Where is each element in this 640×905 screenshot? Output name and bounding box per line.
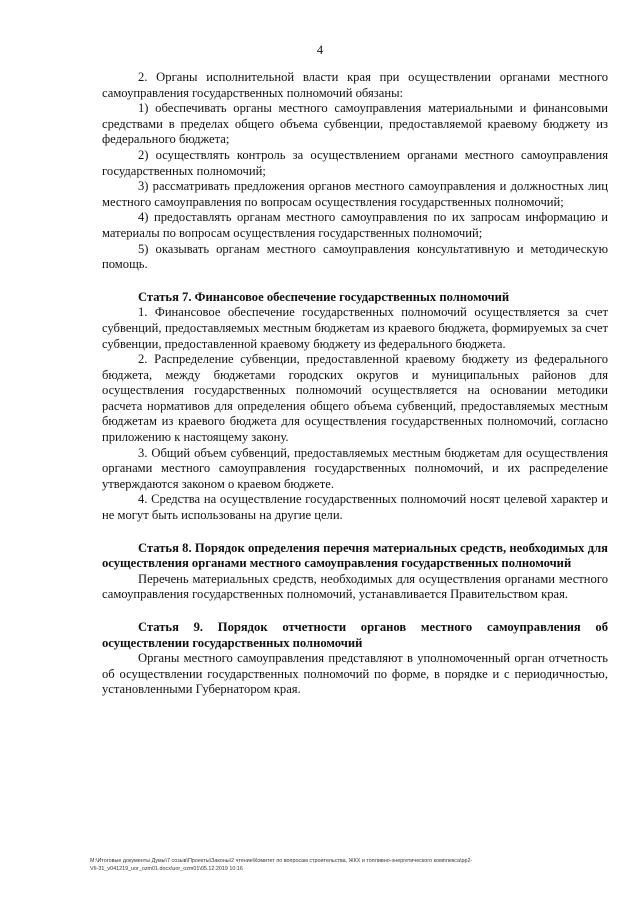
section-spacer	[102, 524, 608, 541]
article-7-heading: Статья 7. Финансовое обеспечение государственных полномочий	[138, 289, 510, 304]
para-2-item-2: 2) осуществлять контроль за осуществлением органами местного самоуправления государственных полномочий;	[102, 147, 608, 178]
para-2-item-4: 4) предоставлять органам местного самоуправления по их запросам информацию и материалы по вопросам осуществления государственных полномочий;	[102, 210, 608, 240]
footer-line-2: VII-31_v041219_uor_ozm01.docx\uor_ozm01\05.12.2019 10:16	[90, 866, 243, 872]
file-path-footer	[90, 857, 610, 873]
para-2-item-1: 1) обеспечивать органы местного самоуправления материальными и финансовыми средствами в пределах общего объема субвенции, предоставляемой краевому бюджету из федерального бюджета;	[102, 101, 608, 147]
para-2-item-3: 3) рассматривать предложения органов местного самоуправления и должностных лиц местного самоуправления по вопросам осуществления государственных полномочий;	[102, 179, 608, 209]
section-spacer	[102, 273, 608, 290]
article-9-para-1: Органы местного самоуправления представляют в уполномоченный орган отчетность об осуществлении государственных полномочий по форме, в порядке и с периодичностью, установленными Губернатором края.	[102, 651, 608, 697]
para-2-item-5: 5) оказывать органам местного самоуправления консультативную и методическую помощь.	[102, 241, 608, 272]
article-7-para-1: 1. Финансовое обеспечение государственных полномочий осуществляется за счет субвенций, предоставляемых местным бюджетам из краевого бюджета, формируемых за счет субвенции, предоставленной краевому бюджету из федерального бюджета.	[102, 305, 608, 351]
article-7-para-3: 3. Общий объем субвенций, предоставляемых местным бюджетам для осуществления органами местного самоуправления государственных полномочий, и их распределение утверждаются законом о краевом бюджете.	[102, 445, 608, 491]
article-7-para-4: 4. Средства на осуществление государственных полномочий носят целевой характер и не могут быть использованы на другие цели.	[102, 492, 608, 523]
page-number: 4	[316, 43, 324, 57]
article-7-para-2: 2. Распределение субвенции, предоставленной краевому бюджету из федерального бюджета, между бюджетами городских округов и муниципальных районов для осуществления государственных полномочий осуществляется на основании методики расчета нормативов для определения общего объема субвенций, предоставляемых местным бюджетам из краевого бюджета для осуществления государственных полномочий, согласно приложению к настоящему закону.	[102, 352, 608, 445]
para-2-intro: 2. Органы исполнительной власти края при осуществлении органами местного самоуправления государственных полномочий обязаны:	[102, 70, 608, 100]
article-9-heading: Статья 9. Порядок отчетности органов местного самоуправления об осуществлении государственных полномочий	[102, 620, 608, 650]
article-8-para-1: Перечень материальных средств, необходимых для осуществления органами местного самоуправления государственных полномочий, устанавливается Правительством края.	[102, 571, 608, 602]
article-8-heading: Статья 8. Порядок определения перечня материальных средств, необходимых для осуществления органами местного самоуправления государственных полномочий	[102, 540, 608, 571]
section-spacer	[102, 603, 608, 620]
footer-line-1: М:\Итоговые документы Думы\7 созыв\Проекты\Законы\2 чтение\Комитет по вопросам строительства, ЖКХ и топливно-энергетического комплекса\рр2-	[90, 858, 473, 864]
document-body	[102, 70, 608, 698]
